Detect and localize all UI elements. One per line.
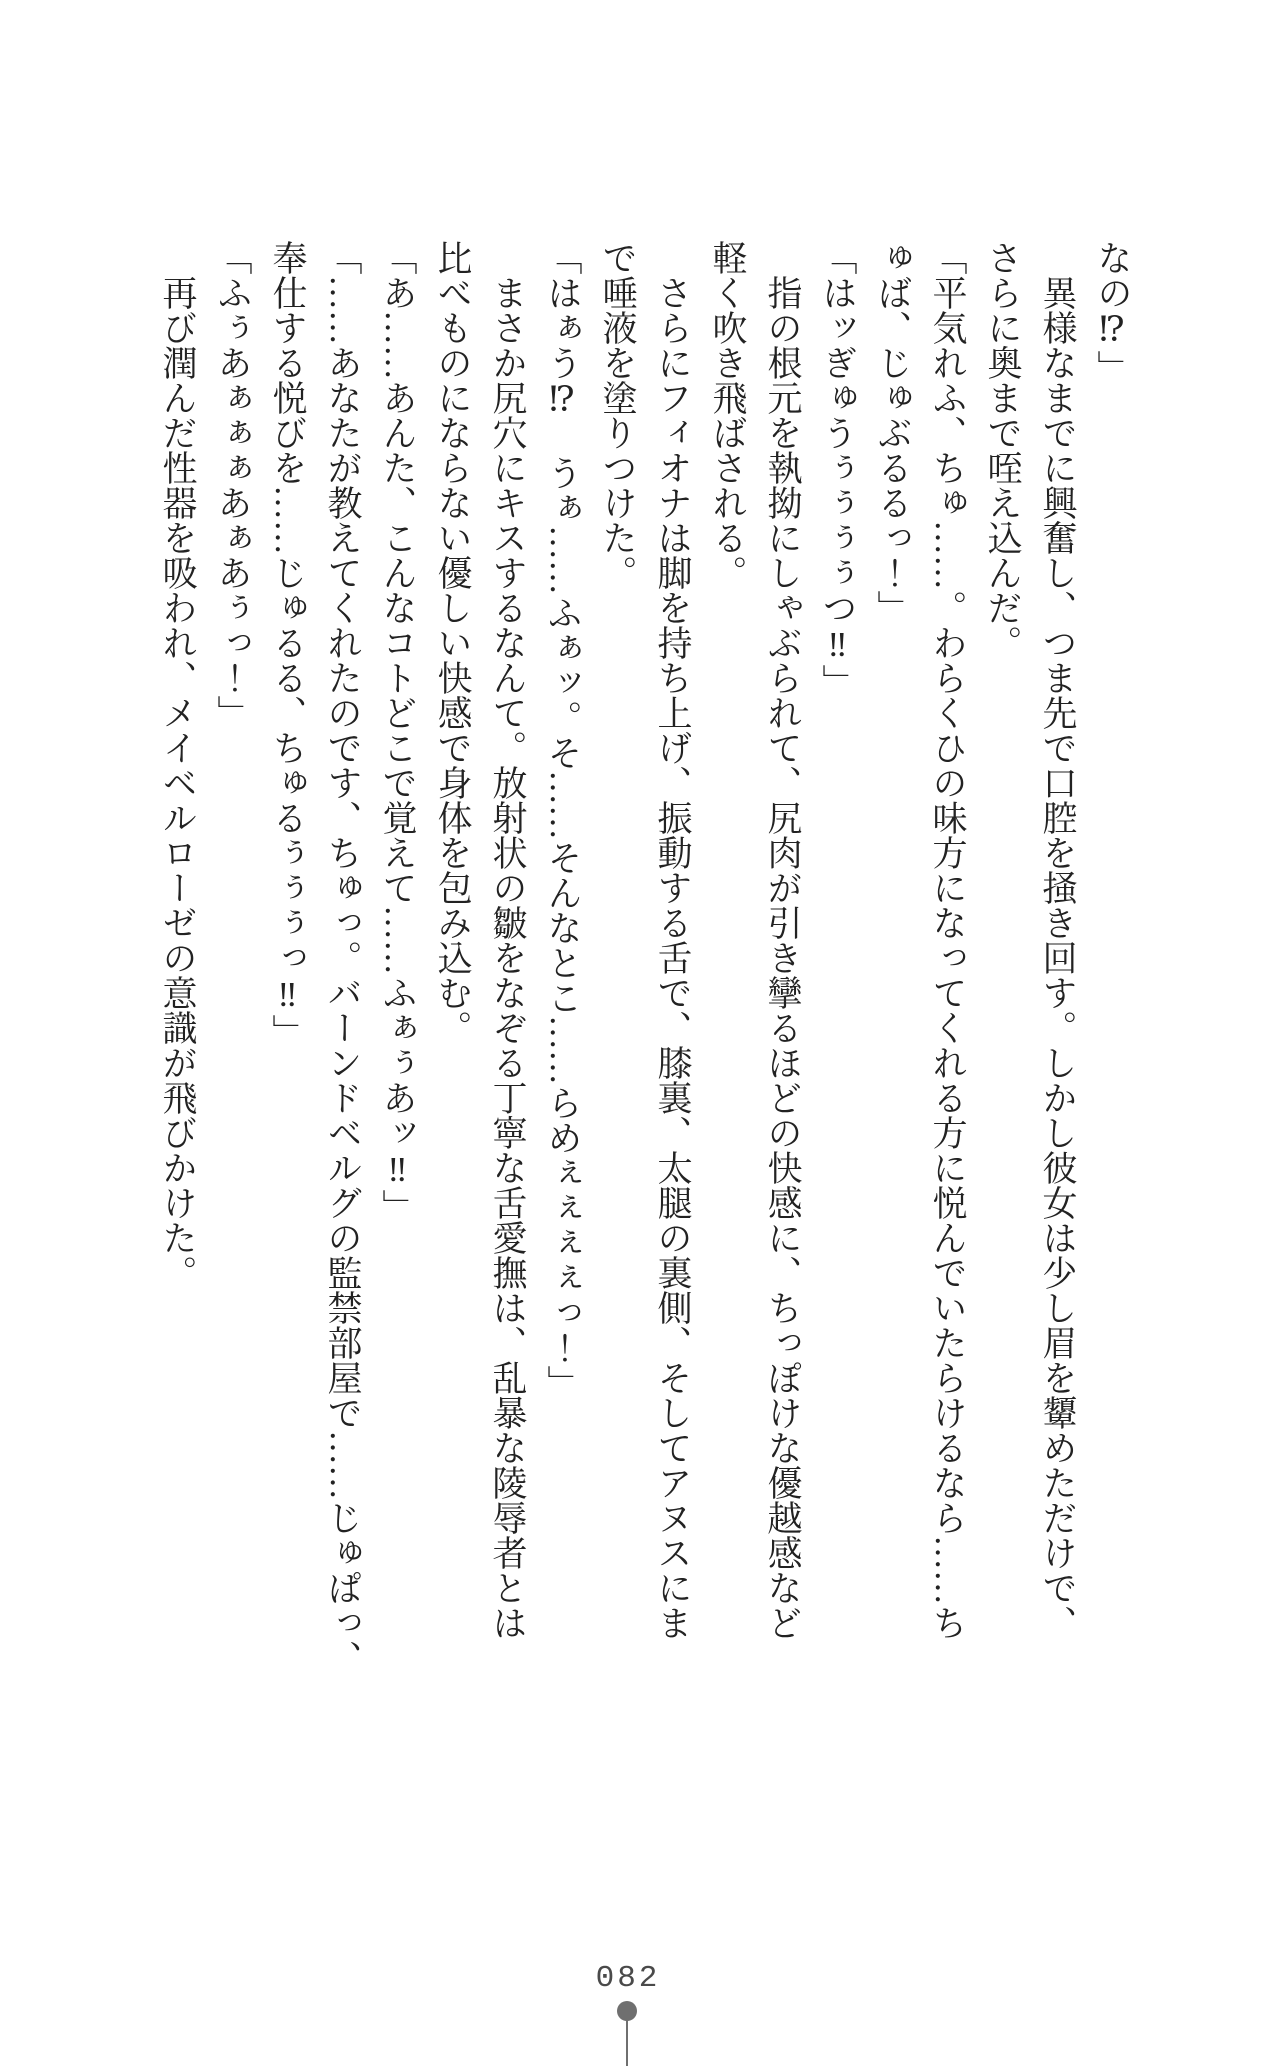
footer-trim-line xyxy=(626,2018,628,2066)
text-line: 「あ……あんた、こんなコトどこで覚えて……ふぁぅあッ‼」 xyxy=(378,240,417,1224)
text-line: で唾液を塗りつけた。 xyxy=(598,240,637,590)
text-line: なの⁉」 xyxy=(1093,240,1132,385)
text-line: 奉仕する悦びを……じゅるる、ちゅるぅぅぅっ‼」 xyxy=(268,240,307,1049)
page-number: 082 xyxy=(595,1961,661,1996)
text-line: 「はッぎゅうぅぅぅぅつ‼」 xyxy=(818,240,857,699)
text-line: ゅば、じゅぶるるっ！」 xyxy=(873,240,912,625)
text-line: さらにフィオナは脚を持ち上げ、振動する舌で、膝裏、太腿の裏側、そしてアヌスにま xyxy=(653,240,692,1640)
text-line: 軽く吹き飛ばされる。 xyxy=(708,240,747,590)
text-line: まさか尻穴にキスするなんて。放射状の皺をなぞる丁寧な舌愛撫は、乱暴な陵辱者とは xyxy=(488,240,527,1640)
text-line: 再び潤んだ性器を吸われ、メイベルローゼの意識が飛びかけた。 xyxy=(158,240,197,1290)
text-line: 「平気れふ、ちゅ……。わらくひの味方になってくれる方に悦んでいたらけるなら……ち xyxy=(928,240,967,1640)
text-line: 指の根元を執拗にしゃぶられて、尻肉が引き攣るほどの快感に、ちっぽけな優越感など xyxy=(763,240,802,1640)
text-line: 「はぁう⁉ うぁ……ふぁッ。そ……そんなとこ……らめぇぇぇぇっ！」 xyxy=(543,240,582,1400)
text-line: さらに奥まで咥え込んだ。 xyxy=(983,240,1022,660)
text-line: 「……あなたが教えてくれたのです、ちゅっ。バーンドベルグの監禁部屋で……じゅぱっ、 xyxy=(323,240,362,1675)
text-line: 「ふぅあぁぁぁあぁあぅっ！」 xyxy=(213,240,252,730)
text-line: 比べものにならない優しい快感で身体を包み込む。 xyxy=(433,240,472,1045)
text-line: 異様なまでに興奮し、つま先で口腔を掻き回す。しかし彼女は少し眉を顰めただけで、 xyxy=(1038,240,1077,1640)
body-text xyxy=(150,240,1140,1675)
